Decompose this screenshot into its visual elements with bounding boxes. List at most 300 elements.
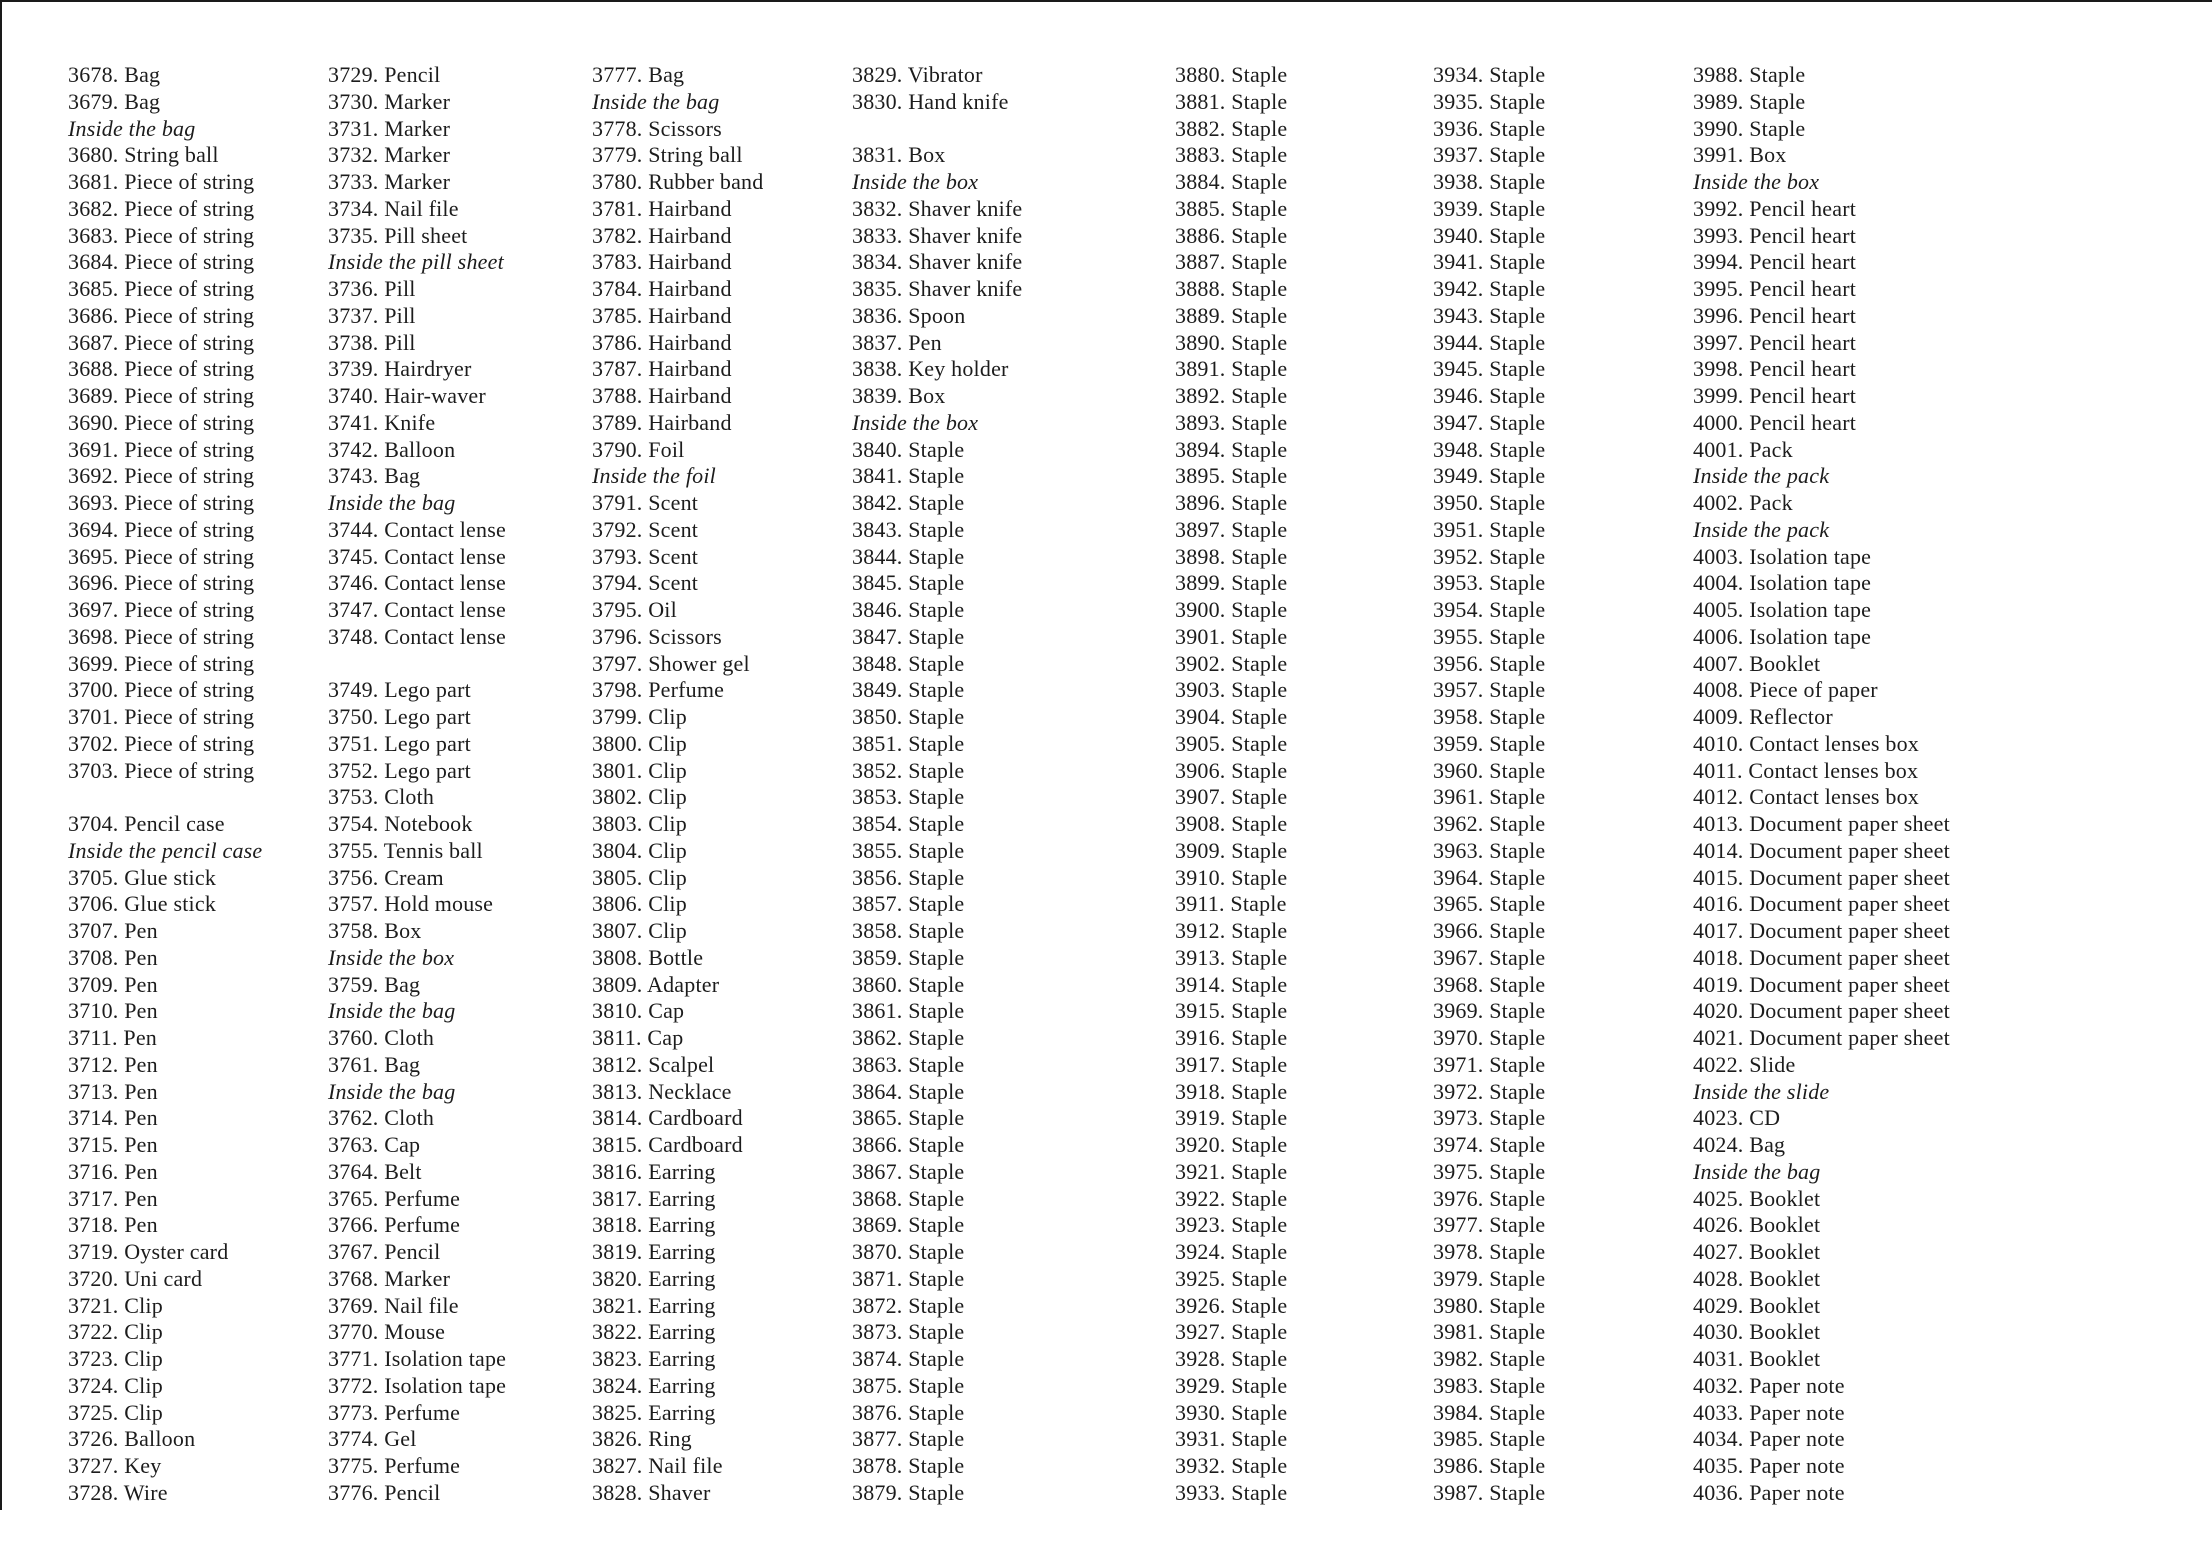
list-item: 3826. Ring	[592, 1426, 692, 1452]
list-item: 3991. Box	[1693, 142, 1787, 168]
list-item: 3766. Perfume	[328, 1212, 461, 1238]
list-item: 3969. Staple	[1433, 998, 1546, 1024]
list-item: 3741. Knife	[328, 409, 436, 435]
list-item: 3875. Staple	[852, 1372, 965, 1398]
list-item: 3957. Staple	[1433, 677, 1546, 703]
list-item: 3995. Pencil heart	[1693, 276, 1857, 301]
list-item: 3724. Clip	[68, 1372, 163, 1398]
list-item: 3856. Staple	[852, 864, 965, 890]
list-item: 3827. Nail file	[592, 1453, 723, 1478]
list-item: 3740. Hair-waver	[328, 383, 486, 408]
list-column	[592, 62, 763, 1507]
list-column	[328, 62, 506, 1507]
list-item: 3914. Staple	[1175, 971, 1288, 997]
list-item: 3917. Staple	[1175, 1051, 1288, 1077]
list-item: 3931. Staple	[1175, 1426, 1288, 1452]
list-item: 4026. Booklet	[1693, 1212, 1821, 1238]
list-item: 3860. Staple	[852, 971, 965, 997]
list-item: 3879. Staple	[852, 1479, 965, 1505]
list-item: 3946. Staple	[1433, 383, 1546, 408]
list-item: 3932. Staple	[1175, 1453, 1288, 1478]
list-item: 3964. Staple	[1433, 864, 1546, 890]
list-item: 3752. Lego part	[328, 757, 471, 783]
list-item: 3750. Lego part	[328, 704, 471, 729]
list-item: 3702. Piece of string	[68, 730, 255, 756]
list-item: 3913. Staple	[1175, 944, 1288, 970]
list-item: 3833. Shaver knife	[852, 222, 1023, 248]
list-item: 3786. Hairband	[592, 329, 732, 355]
list-item: 3842. Staple	[852, 490, 965, 515]
list-item: 3722. Clip	[68, 1319, 163, 1345]
list-item: 3776. Pencil	[328, 1479, 441, 1505]
list-item: 3986. Staple	[1433, 1453, 1546, 1478]
list-item: 3916. Staple	[1175, 1025, 1288, 1050]
list-item: 3883. Staple	[1175, 142, 1288, 168]
list-item: 3809. Adapter	[592, 971, 720, 997]
list-item: 3977. Staple	[1433, 1212, 1546, 1238]
list-item: 4019. Document paper sheet	[1693, 971, 1950, 997]
list-item: 3695. Piece of string	[68, 543, 255, 569]
list-item: 3755. Tennis ball	[328, 837, 483, 863]
list-item: 3697. Piece of string	[68, 597, 255, 622]
list-item: 3678. Bag	[68, 62, 161, 87]
list-item: 3894. Staple	[1175, 436, 1288, 462]
list-item: 3973. Staple	[1433, 1105, 1546, 1131]
list-item: 3738. Pill	[328, 329, 416, 355]
list-item: 3906. Staple	[1175, 757, 1288, 783]
list-item: 3733. Marker	[328, 169, 451, 194]
list-item: 3791. Scent	[592, 490, 699, 515]
list-item: 4034. Paper note	[1693, 1426, 1845, 1452]
list-item: 3849. Staple	[852, 677, 965, 703]
list-item: 3686. Piece of string	[68, 302, 255, 328]
list-item: 4015. Document paper sheet	[1693, 864, 1950, 890]
list-item: 3784. Hairband	[592, 276, 732, 301]
list-item: 3739. Hairdryer	[328, 356, 472, 382]
list-item: 3796. Scissors	[592, 623, 722, 649]
list-item: 3836. Spoon	[852, 302, 966, 328]
list-item: 3694. Piece of string	[68, 516, 255, 542]
list-item: 3929. Staple	[1175, 1372, 1288, 1398]
list-item: 4001. Pack	[1693, 436, 1793, 462]
list-item: 3690. Piece of string	[68, 409, 255, 435]
list-item: 3933. Staple	[1175, 1479, 1288, 1505]
list-item: 3846. Staple	[852, 597, 965, 622]
list-item: 3817. Earring	[592, 1185, 716, 1211]
list-item: 3810. Cap	[592, 998, 685, 1024]
list-item: 3885. Staple	[1175, 195, 1288, 221]
list-item: 3918. Staple	[1175, 1078, 1288, 1104]
list-item: 3956. Staple	[1433, 650, 1546, 676]
list-item: 3938. Staple	[1433, 169, 1546, 194]
list-item: 3936. Staple	[1433, 115, 1546, 141]
list-item: 4035. Paper note	[1693, 1453, 1845, 1478]
list-item: 3818. Earring	[592, 1212, 716, 1238]
list-item: 4022. Slide	[1693, 1051, 1796, 1077]
list-item: 3837. Pen	[852, 329, 942, 355]
list-item: 3952. Staple	[1433, 543, 1546, 569]
list-item: 3838. Key holder	[852, 356, 1009, 382]
list-item: 3915. Staple	[1175, 998, 1288, 1024]
list-item: 3960. Staple	[1433, 757, 1546, 783]
list-item: 3764. Belt	[328, 1158, 422, 1184]
list-item: 3843. Staple	[852, 516, 965, 542]
list-item: 4016. Document paper sheet	[1693, 891, 1950, 917]
list-item: 3726. Balloon	[68, 1426, 196, 1452]
list-item: 3783. Hairband	[592, 249, 732, 275]
inside-note: Inside the box	[1693, 169, 1820, 194]
inside-note: Inside the box	[852, 169, 979, 194]
list-item: 4028. Booklet	[1693, 1265, 1821, 1291]
list-column	[852, 62, 1022, 1507]
list-item: 3730. Marker	[328, 88, 451, 114]
list-item: 3725. Clip	[68, 1399, 163, 1425]
list-item: 3985. Staple	[1433, 1426, 1546, 1452]
list-item: 3947. Staple	[1433, 409, 1546, 435]
list-item: 3920. Staple	[1175, 1132, 1288, 1157]
list-item: 3822. Earring	[592, 1319, 716, 1345]
list-item: 3992. Pencil heart	[1693, 195, 1857, 221]
list-item: 3858. Staple	[852, 918, 965, 943]
list-item: 3908. Staple	[1175, 811, 1288, 836]
list-item: 3895. Staple	[1175, 463, 1288, 489]
list-item: 3928. Staple	[1175, 1346, 1288, 1371]
list-item: 4027. Booklet	[1693, 1239, 1821, 1264]
list-item: 3751. Lego part	[328, 730, 471, 756]
list-item: 3760. Cloth	[328, 1025, 435, 1050]
list-item: 3825. Earring	[592, 1399, 716, 1425]
list-item: 3832. Shaver knife	[852, 195, 1023, 221]
list-item: 3714. Pen	[68, 1105, 158, 1131]
list-item: 3806. Clip	[592, 891, 687, 917]
inside-note: Inside the pill sheet	[328, 249, 504, 275]
list-item: 3682. Piece of string	[68, 195, 255, 221]
list-item: 3815. Cardboard	[592, 1132, 743, 1157]
list-item: 3897. Staple	[1175, 516, 1288, 542]
list-item: 3853. Staple	[852, 784, 965, 810]
list-item: 3710. Pen	[68, 998, 158, 1024]
list-item: 3881. Staple	[1175, 88, 1288, 114]
inside-note: Inside the pencil case	[68, 837, 263, 863]
list-item: 3962. Staple	[1433, 811, 1546, 836]
list-item: 3898. Staple	[1175, 543, 1288, 569]
list-item: 3723. Clip	[68, 1346, 163, 1371]
list-item: 3802. Clip	[592, 784, 687, 810]
list-item: 3821. Earring	[592, 1292, 716, 1318]
list-item: 3888. Staple	[1175, 276, 1288, 301]
list-item: 3692. Piece of string	[68, 463, 255, 489]
list-item: 3762. Cloth	[328, 1105, 435, 1131]
list-item: 3877. Staple	[852, 1426, 965, 1452]
list-item: 3980. Staple	[1433, 1292, 1546, 1318]
list-item: 3971. Staple	[1433, 1051, 1546, 1077]
list-item: 4004. Isolation tape	[1693, 570, 1872, 596]
inside-note: Inside the bag	[1693, 1158, 1821, 1184]
list-item: 3921. Staple	[1175, 1158, 1288, 1184]
list-item: 3712. Pen	[68, 1051, 158, 1077]
list-item: 4007. Booklet	[1693, 650, 1821, 676]
list-item: 3735. Pill sheet	[328, 222, 468, 248]
list-column	[1693, 62, 1950, 1507]
list-item: 3840. Staple	[852, 436, 965, 462]
list-item: 3937. Staple	[1433, 142, 1546, 168]
list-item: 3866. Staple	[852, 1132, 965, 1157]
list-item: 3996. Pencil heart	[1693, 302, 1857, 328]
list-item: 3753. Cloth	[328, 784, 435, 810]
list-item: 3845. Staple	[852, 570, 965, 596]
list-item: 4030. Booklet	[1693, 1319, 1821, 1345]
list-item: 3892. Staple	[1175, 383, 1288, 408]
list-item: 3793. Scent	[592, 543, 699, 569]
list-item: 4000. Pencil heart	[1693, 409, 1857, 435]
inside-note: Inside the bag	[328, 998, 456, 1024]
list-item: 3889. Staple	[1175, 302, 1288, 328]
list-item: 3919. Staple	[1175, 1105, 1288, 1131]
list-item: 4020. Document paper sheet	[1693, 998, 1950, 1024]
page-border-top	[0, 0, 2212, 2]
list-item: 3907. Staple	[1175, 784, 1288, 810]
list-item: 3959. Staple	[1433, 730, 1546, 756]
list-item: 3974. Staple	[1433, 1132, 1546, 1157]
list-item: 3868. Staple	[852, 1185, 965, 1211]
list-item: 3824. Earring	[592, 1372, 716, 1398]
list-item: 3736. Pill	[328, 276, 416, 301]
list-item: 3935. Staple	[1433, 88, 1546, 114]
list-item: 3945. Staple	[1433, 356, 1546, 382]
list-item: 3767. Pencil	[328, 1239, 441, 1264]
list-item: 3967. Staple	[1433, 944, 1546, 970]
list-item: 3737. Pill	[328, 302, 416, 328]
list-item: 3854. Staple	[852, 811, 965, 836]
list-item: 4012. Contact lenses box	[1693, 784, 1919, 810]
list-item: 3978. Staple	[1433, 1239, 1546, 1264]
list-item: 3953. Staple	[1433, 570, 1546, 596]
list-item: 3982. Staple	[1433, 1346, 1546, 1371]
list-item: 4014. Document paper sheet	[1693, 837, 1950, 863]
list-item: 3794. Scent	[592, 570, 699, 596]
list-item: 4011. Contact lenses box	[1693, 757, 1919, 783]
list-item: 3759. Bag	[328, 971, 421, 997]
list-item: 3813. Necklace	[592, 1078, 732, 1104]
list-item: 3862. Staple	[852, 1025, 965, 1050]
list-column	[1175, 62, 1287, 1507]
list-item: 3870. Staple	[852, 1239, 965, 1264]
list-item: 3912. Staple	[1175, 918, 1288, 943]
inside-note: Inside the bag	[328, 490, 456, 515]
list-item: 3785. Hairband	[592, 302, 732, 328]
list-item: 3829. Vibrator	[852, 62, 983, 87]
list-item: 3800. Clip	[592, 730, 687, 756]
list-item: 3681. Piece of string	[68, 169, 255, 194]
list-item: 3966. Staple	[1433, 918, 1546, 943]
inside-note: Inside the bag	[328, 1078, 456, 1104]
list-item: 3720. Uni card	[68, 1265, 203, 1291]
list-item: 3778. Scissors	[592, 115, 722, 141]
list-item: 4024. Bag	[1693, 1132, 1786, 1157]
list-item: 3698. Piece of string	[68, 623, 255, 649]
list-item: 3685. Piece of string	[68, 276, 255, 301]
list-item: 3831. Box	[852, 142, 946, 168]
list-item: 3748. Contact lense	[328, 623, 506, 649]
list-item: 3975. Staple	[1433, 1158, 1546, 1184]
list-item: 3954. Staple	[1433, 597, 1546, 622]
list-item: 3874. Staple	[852, 1346, 965, 1371]
inside-note: Inside the pack	[1693, 516, 1830, 542]
list-item: 3780. Rubber band	[592, 169, 764, 194]
list-item: 3905. Staple	[1175, 730, 1288, 756]
list-item: 3983. Staple	[1433, 1372, 1546, 1398]
list-item: 3955. Staple	[1433, 623, 1546, 649]
list-item: 3716. Pen	[68, 1158, 158, 1184]
list-item: 3861. Staple	[852, 998, 965, 1024]
list-item: 3807. Clip	[592, 918, 687, 943]
list-item: 3749. Lego part	[328, 677, 471, 703]
list-item: 4002. Pack	[1693, 490, 1793, 515]
list-item: 3949. Staple	[1433, 463, 1546, 489]
list-item: 3792. Scent	[592, 516, 699, 542]
list-item: 3771. Isolation tape	[328, 1346, 507, 1371]
list-item: 3850. Staple	[852, 704, 965, 729]
list-item: 3872. Staple	[852, 1292, 965, 1318]
inside-note: Inside the box	[328, 944, 455, 970]
list-column	[1433, 62, 1545, 1507]
list-item: 3731. Marker	[328, 115, 451, 141]
inside-note: Inside the foil	[592, 463, 716, 489]
list-item: 4018. Document paper sheet	[1693, 944, 1950, 970]
list-item: 3943. Staple	[1433, 302, 1546, 328]
list-item: 3922. Staple	[1175, 1185, 1288, 1211]
list-item: 3839. Box	[852, 383, 946, 408]
list-item: 3857. Staple	[852, 891, 965, 917]
list-item: 3744. Contact lense	[328, 516, 506, 542]
inside-note: Inside the pack	[1693, 463, 1830, 489]
list-item: 3987. Staple	[1433, 1479, 1546, 1505]
list-item: 4003. Isolation tape	[1693, 543, 1872, 569]
list-item: 4017. Document paper sheet	[1693, 918, 1950, 943]
list-item: 3998. Pencil heart	[1693, 356, 1857, 382]
list-item: 3804. Clip	[592, 837, 687, 863]
list-item: 3993. Pencil heart	[1693, 222, 1857, 248]
list-item: 4005. Isolation tape	[1693, 597, 1872, 622]
list-item: 3782. Hairband	[592, 222, 732, 248]
list-item: 3819. Earring	[592, 1239, 716, 1264]
list-item: 3942. Staple	[1433, 276, 1546, 301]
list-item: 3890. Staple	[1175, 329, 1288, 355]
list-item: 3981. Staple	[1433, 1319, 1546, 1345]
list-item: 3707. Pen	[68, 918, 158, 943]
list-item: 3950. Staple	[1433, 490, 1546, 515]
list-item: 3718. Pen	[68, 1212, 158, 1238]
list-item: 3790. Foil	[592, 436, 685, 462]
list-item: 3855. Staple	[852, 837, 965, 863]
list-item: 4033. Paper note	[1693, 1399, 1845, 1425]
list-item: 3970. Staple	[1433, 1025, 1546, 1050]
list-item: 4008. Piece of paper	[1693, 677, 1878, 703]
list-item: 3988. Staple	[1693, 62, 1806, 87]
list-item: 3930. Staple	[1175, 1399, 1288, 1425]
list-item: 3775. Perfume	[328, 1453, 461, 1478]
list-item: 4010. Contact lenses box	[1693, 730, 1919, 756]
inside-note: Inside the slide	[1693, 1078, 1830, 1104]
list-item: 3990. Staple	[1693, 115, 1806, 141]
list-item: 3769. Nail file	[328, 1292, 459, 1318]
list-item: 3999. Pencil heart	[1693, 383, 1857, 408]
list-item: 3772. Isolation tape	[328, 1372, 507, 1398]
list-item: 3732. Marker	[328, 142, 451, 168]
list-item: 3867. Staple	[852, 1158, 965, 1184]
list-item: 3717. Pen	[68, 1185, 158, 1211]
list-item: 3773. Perfume	[328, 1399, 461, 1425]
list-item: 3886. Staple	[1175, 222, 1288, 248]
list-item: 3852. Staple	[852, 757, 965, 783]
list-item: 3903. Staple	[1175, 677, 1288, 703]
list-item: 3871. Staple	[852, 1265, 965, 1291]
list-item: 3887. Staple	[1175, 249, 1288, 275]
list-item: 3743. Bag	[328, 463, 421, 489]
list-item: 3679. Bag	[68, 88, 161, 114]
list-item: 3979. Staple	[1433, 1265, 1546, 1291]
list-item: 3816. Earring	[592, 1158, 716, 1184]
list-item: 3757. Hold mouse	[328, 891, 494, 917]
list-item: 4023. CD	[1693, 1105, 1781, 1131]
list-item: 3709. Pen	[68, 971, 158, 997]
list-item: 3700. Piece of string	[68, 677, 255, 703]
list-column	[68, 62, 262, 1507]
list-item: 3699. Piece of string	[68, 650, 255, 676]
list-item: 3926. Staple	[1175, 1292, 1288, 1318]
list-item: 3893. Staple	[1175, 409, 1288, 435]
list-item: 3696. Piece of string	[68, 570, 255, 596]
list-item: 3811. Cap	[592, 1025, 684, 1050]
list-item: 3788. Hairband	[592, 383, 732, 408]
list-item: 3904. Staple	[1175, 704, 1288, 729]
list-item: 3711. Pen	[68, 1025, 157, 1050]
list-item: 3680. String ball	[68, 142, 219, 168]
list-item: 3795. Oil	[592, 597, 677, 622]
list-item: 3706. Glue stick	[68, 891, 217, 917]
list-item: 3689. Piece of string	[68, 383, 255, 408]
list-item: 3713. Pen	[68, 1078, 158, 1104]
list-item: 3703. Piece of string	[68, 757, 255, 783]
list-item: 3940. Staple	[1433, 222, 1546, 248]
list-item: 3765. Perfume	[328, 1185, 461, 1211]
list-item: 3687. Piece of string	[68, 329, 255, 355]
list-item: 3805. Clip	[592, 864, 687, 890]
list-item: 3734. Nail file	[328, 195, 459, 221]
list-item: 4032. Paper note	[1693, 1372, 1845, 1398]
list-item: 3761. Bag	[328, 1051, 421, 1077]
list-item: 3803. Clip	[592, 811, 687, 836]
list-item: 4029. Booklet	[1693, 1292, 1821, 1318]
list-item: 3708. Pen	[68, 944, 158, 970]
list-item: 3880. Staple	[1175, 62, 1288, 87]
list-item: 3729. Pencil	[328, 62, 441, 87]
list-item: 3801. Clip	[592, 757, 687, 783]
list-item: 3961. Staple	[1433, 784, 1546, 810]
list-item: 3693. Piece of string	[68, 490, 255, 515]
list-item: 3976. Staple	[1433, 1185, 1546, 1211]
inside-note: Inside the bag	[592, 88, 720, 114]
list-item: 3941. Staple	[1433, 249, 1546, 275]
list-item: 3746. Contact lense	[328, 570, 506, 596]
list-item: 3742. Balloon	[328, 436, 456, 462]
list-item: 3756. Cream	[328, 864, 444, 890]
list-item: 3705. Glue stick	[68, 864, 217, 890]
list-item: 3787. Hairband	[592, 356, 732, 382]
list-item: 3835. Shaver knife	[852, 276, 1023, 301]
list-item: 3814. Cardboard	[592, 1105, 743, 1131]
list-item: 3997. Pencil heart	[1693, 329, 1857, 355]
